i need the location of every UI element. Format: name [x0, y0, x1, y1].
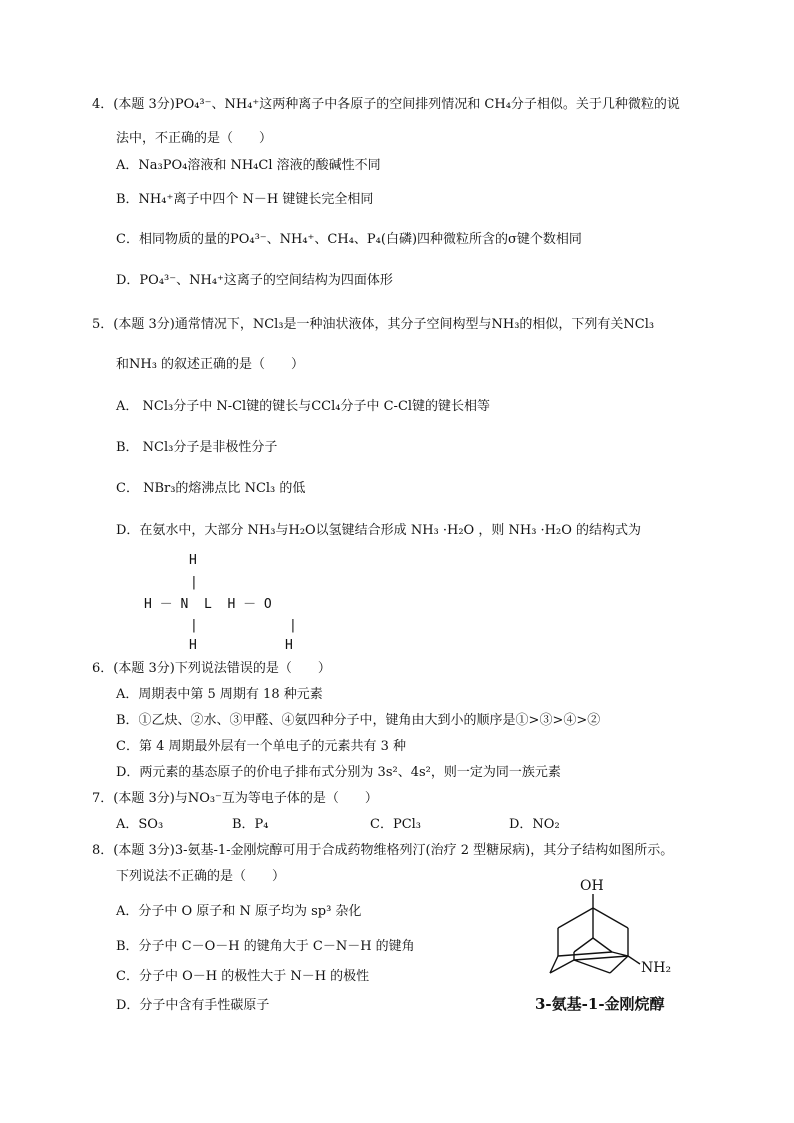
q5-option-c: C． NBr₃的熔沸点比 NCl₃ 的低	[116, 481, 306, 496]
molecule-caption: 3-氨基-1-金刚烷醇	[535, 995, 665, 1013]
structure-row4b: |	[289, 618, 297, 633]
oh-label: OH	[580, 878, 604, 894]
structure-row3: H － N L H － O	[144, 597, 272, 612]
structure-row5b: H	[285, 638, 293, 653]
bond-nh2	[628, 956, 640, 964]
q8-option-a: A．分子中 O 原子和 N 原子均为 sp³ 杂化	[116, 904, 362, 919]
bond-13	[558, 952, 612, 956]
structure-row5a: H	[189, 638, 197, 653]
q5-stem-line1: 5．(本题 3分)通常情况下，NCl₃是一种油状液体，其分子空间构型与NH₃的相似，下列有关NCl₃	[92, 317, 655, 332]
bond-11	[574, 956, 628, 960]
structure-row2: |	[190, 575, 198, 590]
bond-12	[612, 952, 628, 956]
q7-option-c: C．PCl₃	[370, 817, 422, 832]
q6-stem: 6．(本题 3分)下列说法错误的是（ ）	[92, 661, 331, 676]
q4-option-c: C．相同物质的量的PO₄³⁻、NH₄⁺、CH₄、P₄(白磷)四种微粒所含的σ键个数相同	[116, 232, 582, 247]
q5-option-b: B． NCl₃分子是非极性分子	[116, 440, 278, 455]
q6-option-d: D．两元素的基态原子的价电子排布式分别为 3s²、4s²，则一定为同一族元素	[116, 765, 561, 780]
q5-option-d: D．在氨水中，大部分 NH₃与H₂O以氢键结合形成 NH₃ ·H₂O ，则 NH₃ ·H₂O 的结构式为	[116, 523, 642, 538]
q4-option-d: D．PO₄³⁻、NH₄⁺这离子的空间结构为四面体形	[116, 273, 393, 288]
structure-row1: H	[189, 553, 197, 568]
q6-option-c: C．第 4 周期最外层有一个单电子的元素共有 3 种	[116, 739, 407, 754]
q7-option-b: B．P₄	[232, 817, 269, 832]
q8-option-b: B．分子中 C－O－H 的键角大于 C－N－H 的键角	[116, 939, 415, 954]
bond-2	[593, 908, 628, 928]
bond-15	[574, 960, 610, 973]
bond-14	[610, 956, 628, 973]
q8-stem-line2: 下列说法不正确的是（ ）	[116, 869, 286, 884]
bond-1	[558, 908, 593, 928]
q5-option-a: A． NCl₃分子中 N-Cl键的键长与CCl₄分子中 C-Cl键的键长相等	[116, 399, 491, 414]
q4-option-b: B．NH₄⁺离子中四个 N－H 键键长完全相同	[116, 192, 374, 207]
q7-option-a: A．SO₃	[116, 817, 164, 832]
molecule-structure-svg	[530, 876, 690, 986]
q5-stem-line2: 和NH₃ 的叙述正确的是（ ）	[116, 357, 305, 372]
structure-row4a: |	[190, 618, 198, 633]
q6-option-b: B．①乙炔、②水、③甲醛、④氨四种分子中，键角由大到小的顺序是①>③>④>②	[116, 713, 601, 728]
q4-option-a: A．Na₃PO₄溶液和 NH₄Cl 溶液的酸碱性不同	[116, 158, 381, 173]
nh2-label: NH₂	[641, 960, 672, 976]
q4-stem-line1: 4．(本题 3分)PO₄³⁻、NH₄⁺这两种离子中各原子的空间排列情况和 CH₄分子相似。关于几种微粒的说	[92, 97, 680, 112]
q4-stem-line2: 法中，不正确的是（ ）	[116, 131, 273, 146]
q7-option-d: D．NO₂	[509, 817, 560, 832]
q8-option-d: D．分子中含有手性碳原子	[116, 998, 270, 1013]
q8-option-c: C．分子中 O－H 的极性大于 N－H 的极性	[116, 969, 370, 984]
q8-stem-line1: 8．(本题 3分)3-氨基-1-金刚烷醇可用于合成药物维格列汀(治疗 2 型糖尿病)，其分子结构如图所示。	[92, 843, 674, 858]
bond-6	[574, 938, 593, 952]
q7-stem: 7．(本题 3分)与NO₃⁻互为等电子体的是（ ）	[92, 791, 378, 806]
bond-7	[593, 938, 612, 952]
q6-option-a: A．周期表中第 5 周期有 18 种元素	[116, 687, 323, 702]
